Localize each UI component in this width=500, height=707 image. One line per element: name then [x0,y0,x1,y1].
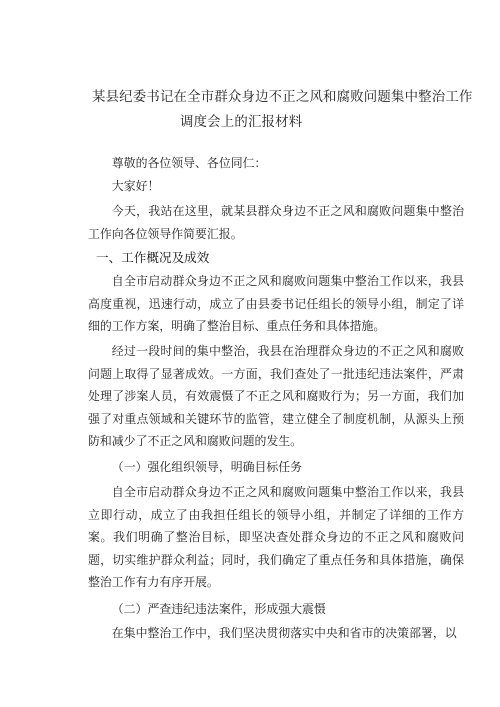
intro-paragraph: 今天，我站在这里，就某县群众身边不正之风和腐败问题集中整治工作向各位领导作简要汇报。 [88,204,464,241]
section-1-heading: 一、工作概况及成效 [96,250,210,265]
paragraph-leadership: 自全市启动群众身边不正之风和腐败问题集中整治工作以来，我县立即行动，成立了由我担任组长的领导小组，并制定了详细的工作方案。我们明确了整治目标，即坚决查处群众身边的不正之风和腐败问题，切实维护群众利益；同时，我们确定了重点任务和具体措施，确保整治工作有力有序开展。 [88,485,464,589]
paragraph-results: 经过一段时间的集中整治，我县在治理群众身边的不正之风和腐败问题上取得了显著成效。一方面，我们查处了一批违纪违法案件，严肃处理了涉案人员，有效震慑了不正之风和腐败行为；另一方面，我们加强了对重点领域和关键环节的监管，建立健全了制度机制，从源头上预防和减少了不正之风和腐败问题的发生。 [88,344,464,448]
paragraph-investigation: 在集中整治工作中，我们坚决贯彻落实中央和省市的决策部署，以 [111,626,457,640]
greeting: 大家好！ [111,179,160,193]
document-title-line-1: 某县纪委书记在全市群众身边不正之风和腐败问题集中整治工作 [92,90,473,105]
salutation: 尊敬的各位领导、各位同仁： [111,156,267,170]
paragraph-overview: 自全市启动群众身边不正之风和腐败问题集中整治工作以来，我县高度重视，迅速行动，成立了由县委书记任组长的领导小组，制定了详细的工作方案，明确了整治目标、重点任务和具体措施。 [88,274,464,333]
subsection-1-heading: （一）强化组织领导，明确目标任务 [111,460,303,474]
subsection-2-heading: （二）严查违纪违法案件，形成强大震慑 [111,602,326,616]
document-title-line-2: 调度会上的汇报材料 [180,115,303,130]
